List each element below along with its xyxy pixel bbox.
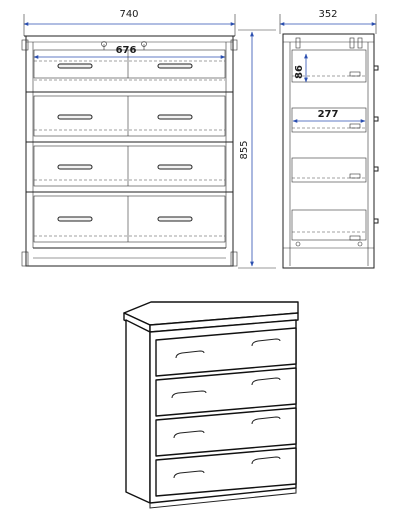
drawer-handle: [158, 115, 192, 119]
perspective-view: [124, 302, 298, 508]
side-view: [280, 9, 378, 268]
drawer-height-label: 86: [294, 65, 305, 79]
drawer-handle: [158, 217, 192, 221]
overall-height-dimension: [238, 30, 276, 268]
chest-left-side: [126, 320, 150, 503]
overall-height-label: 855: [239, 140, 250, 160]
front-drawer-2: [34, 96, 225, 136]
drawer-depth-dimension: [293, 109, 365, 121]
front-cabinet-outline: [26, 36, 233, 266]
side-drawer-3: [292, 158, 366, 182]
drawer-handle: [58, 165, 92, 169]
drawer-handle: [158, 64, 192, 68]
front-view: [22, 9, 237, 266]
inner-width-label: 676: [115, 45, 137, 56]
drawer-depth-label: 277: [317, 109, 339, 120]
side-drawer-4: [292, 210, 366, 246]
overall-width-label: 740: [119, 9, 139, 20]
overall-depth-label: 352: [318, 9, 338, 20]
front-drawer-4: [34, 196, 225, 242]
inner-width-dimension: [34, 45, 225, 57]
drawer-handle: [58, 217, 92, 221]
drawer-handle: [58, 115, 92, 119]
overall-width-dimension: [24, 9, 235, 36]
drawer-handle: [158, 165, 192, 169]
front-drawer-3: [34, 146, 225, 186]
overall-depth-dimension: [280, 9, 376, 34]
drawer-height-dimension: [294, 54, 306, 82]
drawer-handle: [58, 64, 92, 68]
